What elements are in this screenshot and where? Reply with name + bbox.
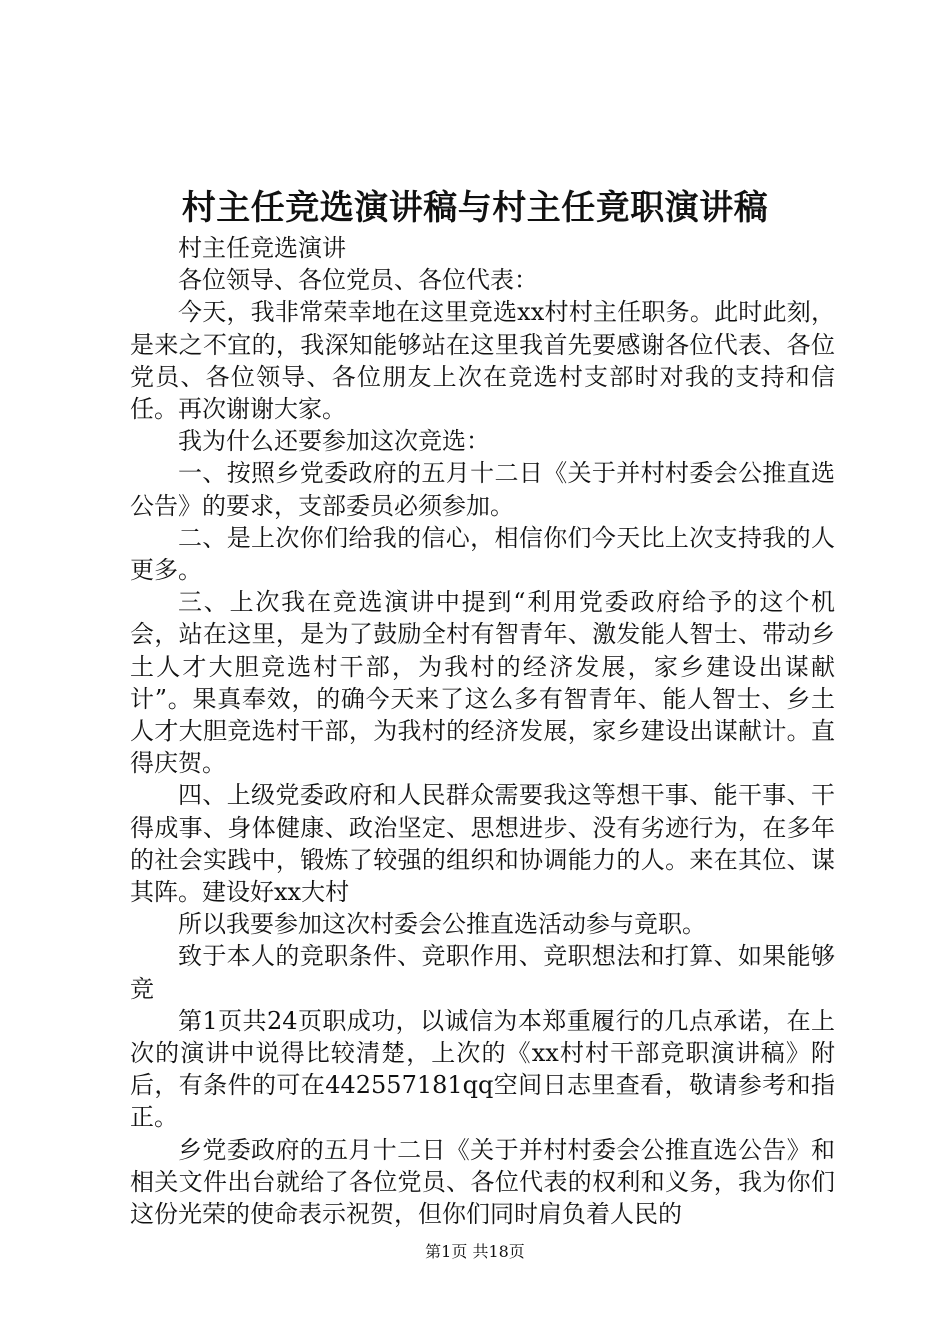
paragraph: 致于本人的竞职条件、竞职作用、竞职想法和打算、如果能够竞 [130,942,835,1003]
document-title: 村主任竞选演讲稿与村主任竟职演讲稿 [181,188,769,228]
paragraph: 二、是上次你们给我的信心，相信你们今天比上次支持我的人更多。 [130,523,835,585]
paragraph-salutation: 各位领导、各位党员、各位代表： [178,266,538,295]
paragraph: 我为什么还要参加这次竞选： [178,427,490,456]
paragraph: 三、上次我在竞选演讲中提到“利用党委政府给予的这个机会，站在这里，是为了鼓励全村有智青年、激发能人智士、带动乡土人才大胆竞选村干部，为我村的经济发展，家乡建设出谋献计”。果真奉效，的确今天来了这么多有智青年、能人智士、乡土人才大胆竞选村干部，为我村的经济发展，家乡建设出谋献计。直得庆贺。 [130,588,835,778]
paragraph: 今天，我非常荣幸地在这里竞选xx村村主任职务。此时此刻，是来之不宜的，我深知能够站在这里我首先要感谢各位代表、各位党员、各位领导、各位朋友上次在竞选村支部时对我的支持和信任。再次谢谢大家。 [130,298,835,424]
paragraph: 第1页共24页职成功，以诚信为本郑重履行的几点承诺，在上次的演讲中说得比较清楚，上次的《xx村村干部竞职演讲稿》附后，有条件的可在442557181qq空间日志里查看，敬请参考和指正。 [130,1006,835,1132]
paragraph-heading: 村主任竞选演讲 [178,234,346,262]
paragraph: 一、按照乡党委政府的五月十二日《关于并村村委会公推直选公告》的要求，支部委员必须参加。 [130,459,835,520]
paragraph: 所以我要参加这次村委会公推直选活动参与竟职。 [178,910,706,939]
document-body [130,232,835,1230]
paragraph: 乡党委政府的五月十二日《关于并村村委会公推直选公告》和相关文件出台就给了各位党员、各位代表的权利和义务，我为你们这份光荣的使命表示祝贺，但你们同时肩负着人民的 [130,1135,835,1229]
page-number-footer: 第1页 共18页 [425,1242,525,1261]
paragraph: 四、上级党委政府和人民群众需要我这等想干事、能干事、干得成事、身体健康、政治坚定、思想进步、没有劣迹行为，在多年的社会实践中，锻炼了较强的组织和协调能力的人。来在其位、谋其阵。建设好xx大村 [130,781,835,907]
